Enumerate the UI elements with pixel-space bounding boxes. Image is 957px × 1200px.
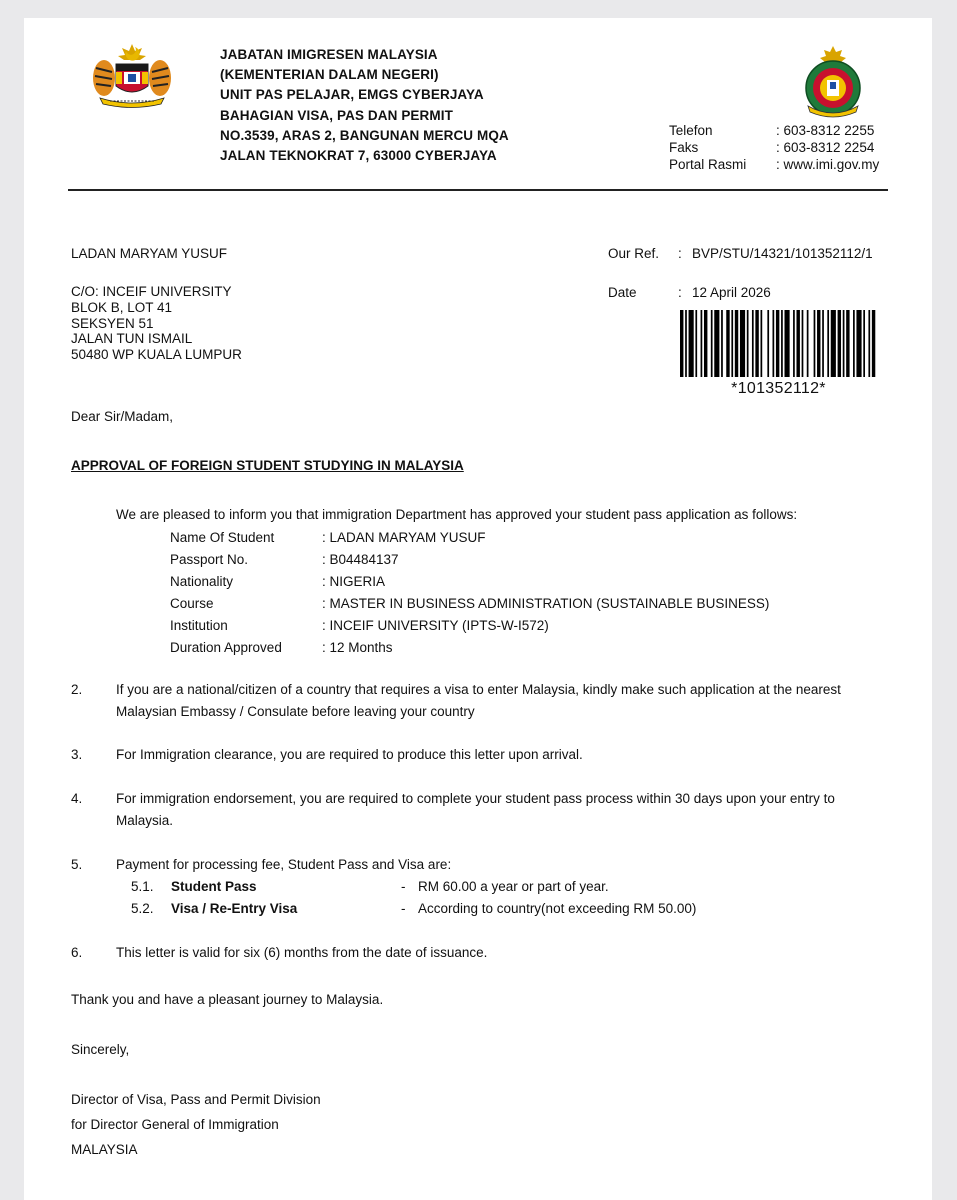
paragraph-5: [71, 854, 882, 876]
letter-subject: APPROVAL OF FOREIGN STUDENT STUDYING IN MALAYSIA: [71, 458, 464, 473]
detail-label: Name Of Student: [170, 530, 275, 545]
contact-label: Telefon: [669, 123, 713, 138]
fee-number: 5.2.: [131, 901, 154, 916]
detail-value: : MASTER IN BUSINESS ADMINISTRATION (SUSTAINABLE BUSINESS): [322, 596, 770, 611]
detail-row: [170, 549, 769, 571]
paragraph-number: 2.: [71, 682, 83, 697]
signoff: Sincerely,: [71, 1042, 130, 1057]
address-line: BLOK B, LOT 41: [71, 299, 173, 315]
detail-row: [170, 571, 769, 593]
address-line: 50480 WP KUALA LUMPUR: [71, 347, 242, 363]
dept-line: BAHAGIAN VISA, PAS DAN PERMIT: [220, 107, 453, 123]
barcode-bar: [761, 310, 763, 377]
fee-label: Student Pass: [171, 879, 257, 894]
detail-row: [170, 637, 769, 659]
barcode-bar: [704, 310, 707, 377]
barcode-bar: [807, 310, 809, 377]
contact-label: Faks: [669, 140, 699, 155]
malaysia-coat-of-arms-icon: [86, 42, 178, 110]
paragraph-text: For Immigration clearance, you are required to produce this letter upon arrival.: [116, 747, 583, 762]
date-row: [608, 285, 771, 300]
imigresen-malaysia-badge-icon: [800, 44, 866, 124]
paragraph-number: 6.: [71, 945, 83, 960]
barcode-number: *101352112*: [731, 380, 826, 397]
barcode-bar: [776, 310, 779, 377]
dept-line: NO.3539, ARAS 2, BANGUNAN MERCU MQA: [220, 127, 509, 143]
barcode-bar: [868, 310, 870, 377]
barcode-bar: [721, 310, 723, 377]
signature-line: MALAYSIA: [71, 1142, 138, 1157]
barcode-bar: [817, 310, 820, 377]
header-divider: [68, 189, 888, 191]
barcode-bar: [822, 310, 824, 377]
paragraph-3: [71, 744, 882, 766]
fee-row: [131, 898, 696, 920]
barcode-bar: [755, 310, 758, 377]
contact-row: [669, 156, 879, 173]
fee-label: Visa / Re-Entry Visa: [171, 901, 298, 916]
barcode-bar: [781, 310, 783, 377]
barcode-bar: [784, 310, 789, 377]
ref-value: BVP/STU/14321/101352112/1: [692, 246, 873, 261]
barcode-bar: [796, 310, 799, 377]
paragraph-2: [71, 679, 882, 723]
detail-label: Course: [170, 596, 214, 611]
barcode-bar: [714, 310, 719, 377]
detail-value: : LADAN MARYAM YUSUF: [322, 530, 486, 545]
recipient-name: LADAN MARYAM YUSUF: [71, 246, 228, 261]
barcode-bar: [711, 310, 713, 377]
signature-line: Director of Visa, Pass and Permit Division: [71, 1092, 321, 1107]
barcode: [680, 310, 877, 377]
barcode-bar: [863, 310, 865, 377]
barcode-bar: [843, 310, 845, 377]
paragraph-number: 5.: [71, 857, 83, 872]
barcode-bar: [747, 310, 749, 377]
address-line: SEKSYEN 51: [71, 315, 154, 331]
student-details: [170, 527, 769, 659]
barcode-bar: [793, 310, 795, 377]
dept-line: JALAN TEKNOKRAT 7, 63000 CYBERJAYA: [220, 148, 497, 164]
contact-value: : www.imi.gov.my: [776, 157, 880, 172]
department-address-block: [220, 45, 509, 166]
paragraph-6: [71, 942, 882, 964]
barcode-bar: [695, 310, 697, 377]
salutation: Dear Sir/Madam,: [71, 409, 174, 424]
barcode-bar: [740, 310, 745, 377]
detail-row: [170, 615, 769, 637]
barcode-bar: [846, 310, 849, 377]
barcode-bar: [814, 310, 816, 377]
contact-value: : 603-8312 2255: [776, 123, 875, 138]
fee-number: 5.1.: [131, 879, 154, 894]
barcode-bar: [872, 310, 875, 377]
detail-label: Nationality: [170, 574, 234, 589]
address-line: JALAN TUN ISMAIL: [71, 331, 193, 347]
detail-label: Duration Approved: [170, 640, 282, 655]
detail-value: : INCEIF UNIVERSITY (IPTS-W-I572): [322, 618, 549, 633]
intro-paragraph: We are pleased to inform you that immigration Department has approved your student pass application as follows:: [116, 507, 798, 522]
paragraph-number: 3.: [71, 747, 83, 762]
fee-dash: -: [401, 901, 406, 916]
barcode-bar: [752, 310, 754, 377]
date-label: Date: [608, 285, 637, 300]
fee-dash: -: [401, 879, 406, 894]
dept-line: (KEMENTERIAN DALAM NEGERI): [220, 67, 439, 83]
detail-label: Passport No.: [170, 552, 249, 567]
barcode-bar: [838, 310, 841, 377]
detail-label: Institution: [170, 618, 228, 633]
ref-label: Our Ref.: [608, 246, 660, 261]
fee-value: RM 60.00 a year or part of year.: [418, 879, 609, 894]
fee-list: [131, 876, 696, 920]
detail-row: [170, 527, 769, 549]
barcode-bar: [773, 310, 775, 377]
letter-page: [24, 18, 932, 1200]
fee-row: [131, 876, 696, 898]
barcode-bar: [701, 310, 703, 377]
barcode-bar: [689, 310, 694, 377]
barcode-bar: [726, 310, 729, 377]
barcode-bar: [680, 310, 683, 377]
barcode-bar: [735, 310, 738, 377]
ref-separator: :: [678, 246, 682, 261]
barcode-bar: [685, 310, 687, 377]
signature-line: for Director General of Immigration: [71, 1117, 279, 1132]
contact-info: [669, 122, 879, 173]
paragraph-4: [71, 788, 882, 832]
barcode-bar: [827, 310, 829, 377]
barcode-bar: [831, 310, 836, 377]
detail-value: : NIGERIA: [322, 574, 386, 589]
barcode-bar: [853, 310, 855, 377]
date-value: 12 April 2026: [692, 285, 771, 300]
detail-value: : B04484137: [322, 552, 399, 567]
paragraph-text: Payment for processing fee, Student Pass and Visa are:: [116, 857, 452, 872]
our-ref-row: [608, 246, 873, 261]
contact-row: [669, 139, 879, 156]
contact-row: [669, 122, 879, 139]
paragraph-text: If you are a national/citizen of a country that requires a visa to enter Malaysia, kindly make such application at the nearest Malaysian Embassy / Consulate before leaving your country: [116, 682, 841, 719]
dept-line: UNIT PAS PELAJAR, EMGS CYBERJAYA: [220, 87, 484, 103]
barcode-bar: [856, 310, 861, 377]
barcode-bar: [731, 310, 733, 377]
paragraph-number: 4.: [71, 791, 83, 806]
paragraph-text: For immigration endorsement, you are required to complete your student pass process within 30 days upon your entry to Malaysia.: [116, 791, 835, 828]
barcode-bar: [767, 310, 769, 377]
dept-line: JABATAN IMIGRESEN MALAYSIA: [220, 47, 438, 62]
detail-row: [170, 593, 769, 615]
date-separator: :: [678, 285, 682, 300]
detail-value: : 12 Months: [322, 640, 393, 655]
barcode-bar: [802, 310, 804, 377]
paragraph-text: This letter is valid for six (6) months from the date of issuance.: [116, 945, 488, 960]
recipient-address: [71, 284, 242, 363]
fee-value: According to country(not exceeding RM 50.00): [418, 901, 697, 916]
contact-label: Portal Rasmi: [669, 157, 747, 172]
closing-line: Thank you and have a pleasant journey to Malaysia.: [71, 992, 384, 1007]
address-line: C/O: INCEIF UNIVERSITY: [71, 284, 232, 299]
contact-value: : 603-8312 2254: [776, 140, 875, 155]
